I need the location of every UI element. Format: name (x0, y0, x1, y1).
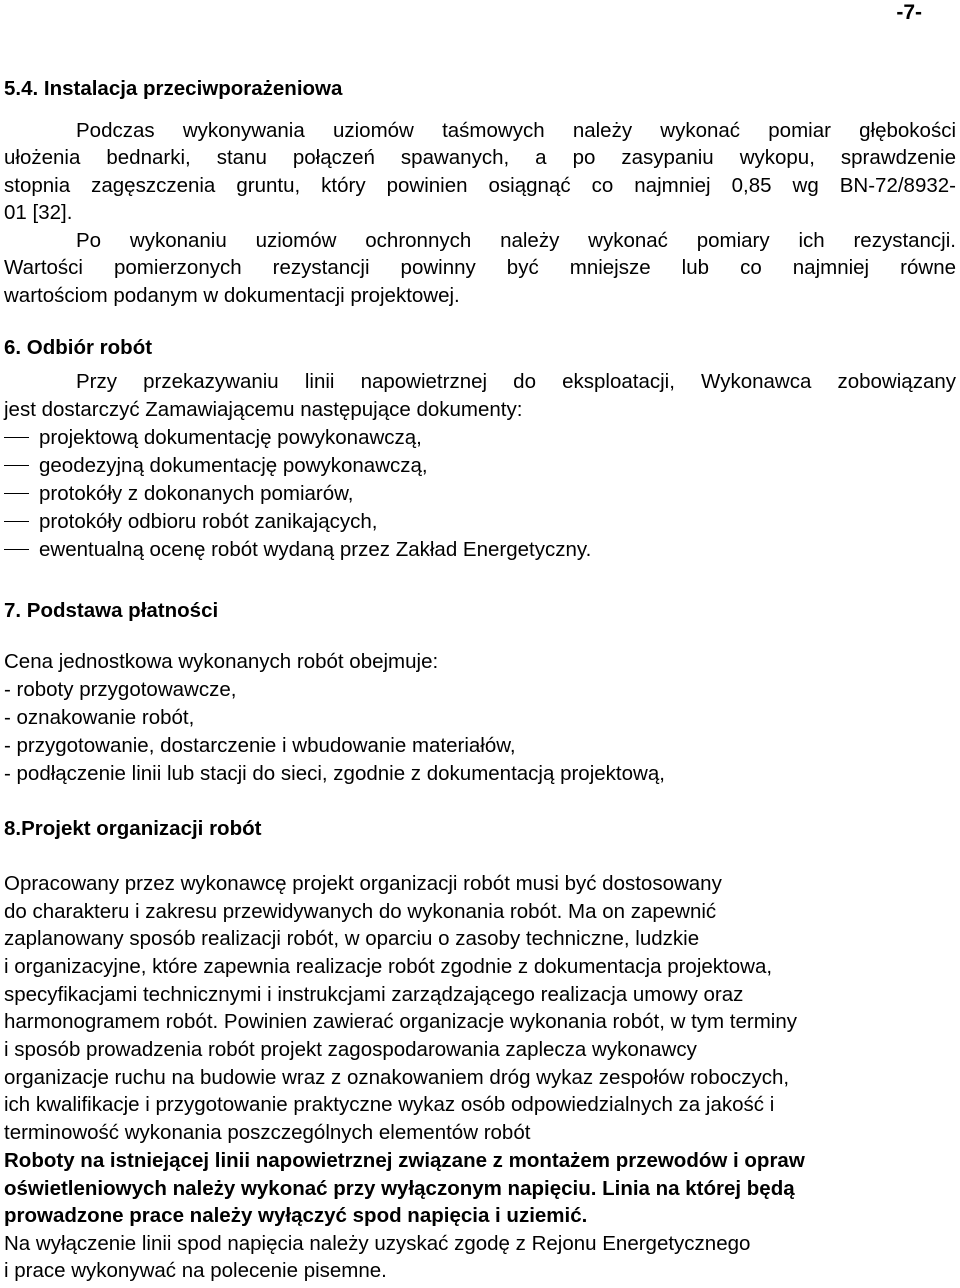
paragraph-line: organizacje ruchu na budowie wraz z oznakowaniem dróg wykaz zespołów roboczych, (4, 1066, 790, 1089)
paragraph-line: harmonogramem robót. Powinien zawierać organizacje wykonania robót, w tym terminy (4, 1010, 798, 1033)
list-item: protokóły z dokonanych pomiarów, (39, 482, 354, 505)
paragraph-line: Przy przekazywaniu linii napowietrznej do eksploatacji, Wykonawca zobowiązany (76, 370, 956, 393)
dash-bullet (4, 493, 29, 494)
paragraph-line: i organizacyjne, które zapewnia realizacje robót zgodnie z dokumentacja projektowa, (4, 955, 773, 978)
paragraph-line: Opracowany przez wykonawcę projekt organizacji robót musi być dostosowany (4, 872, 722, 895)
bold-paragraph-line: prowadzone prace należy wyłączyć spod napięcia i uziemić. (4, 1204, 588, 1227)
paragraph-line: Na wyłączenie linii spod napięcia należy uzyskać zgodę z Rejonu Energetycznego (4, 1232, 751, 1255)
dash-bullet (4, 437, 29, 438)
bold-paragraph-line: Roboty na istniejącej linii napowietrznej związane z montażem przewodów i opraw (4, 1149, 805, 1172)
list-item: - przygotowanie, dostarczenie i wbudowanie materiałów, (4, 734, 516, 757)
section-5-4-heading: 5.4. Instalacja przeciwporażeniowa (4, 77, 343, 100)
list-item: ewentualną ocenę robót wydaną przez Zakład Energetyczny. (39, 538, 592, 561)
dash-bullet (4, 465, 29, 466)
paragraph-line: specyfikacjami technicznymi i instrukcjami zarządzającego realizacja umowy oraz (4, 983, 744, 1006)
paragraph-line: 01 [32]. (4, 201, 73, 224)
dash-bullet (4, 521, 29, 522)
paragraph-line: Podczas wykonywania uziomów taśmowych należy wykonać pomiar głębokości (76, 119, 956, 142)
paragraph-line: wartościom podanym w dokumentacji projektowej. (4, 284, 460, 307)
list-item: protokóły odbioru robót zanikających, (39, 510, 378, 533)
list-item: - oznakowanie robót, (4, 706, 195, 729)
list-item: projektową dokumentację powykonawczą, (39, 426, 422, 449)
dash-bullet (4, 549, 29, 550)
paragraph-line: do charakteru i zakresu przewidywanych do wykonania robót. Ma on zapewnić (4, 900, 717, 923)
list-item: - podłączenie linii lub stacji do sieci, zgodnie z dokumentacją projektową, (4, 762, 665, 785)
paragraph-line: ich kwalifikacje i przygotowanie praktyczne wykaz osób odpowiedzialnych za jakość i (4, 1093, 775, 1116)
paragraph-line: Cena jednostkowa wykonanych robót obejmuje: (4, 650, 439, 673)
list-item: - roboty przygotowawcze, (4, 678, 237, 701)
paragraph-line: ułożenia bednarki, stanu połączeń spawanych, a po zasypaniu wykopu, sprawdzenie (4, 146, 956, 169)
list-item: geodezyjną dokumentację powykonawczą, (39, 454, 428, 477)
paragraph-line: i sposób prowadzenia robót projekt zagospodarowania zaplecza wykonawcy (4, 1038, 697, 1061)
paragraph-line: Wartości pomierzonych rezystancji powinny być mniejsze lub co najmniej równe (4, 256, 956, 279)
section-7-heading: 7. Podstawa płatności (4, 599, 219, 622)
paragraph-line: Po wykonaniu uziomów ochronnych należy wykonać pomiary ich rezystancji. (76, 229, 956, 252)
bold-paragraph-line: oświetleniowych należy wykonać przy wyłączonym napięciu. Linia na której będą (4, 1177, 795, 1200)
paragraph-line: terminowość wykonania poszczególnych elementów robót (4, 1121, 531, 1144)
section-6-heading: 6. Odbiór robót (4, 336, 153, 359)
paragraph-line: zaplanowany sposób realizacji robót, w oparciu o zasoby techniczne, ludzkie (4, 927, 700, 950)
page-number: -7- (896, 1, 922, 24)
paragraph-line: jest dostarczyć Zamawiającemu następujące dokumenty: (4, 398, 523, 421)
paragraph-line: stopnia zagęszczenia gruntu, który powinien osiągnąć co najmniej 0,85 wg BN-72/8932- (4, 174, 956, 197)
paragraph-line: i prace wykonywać na polecenie pisemne. (4, 1259, 387, 1282)
section-8-heading: 8.Projekt organizacji robót (4, 817, 262, 840)
